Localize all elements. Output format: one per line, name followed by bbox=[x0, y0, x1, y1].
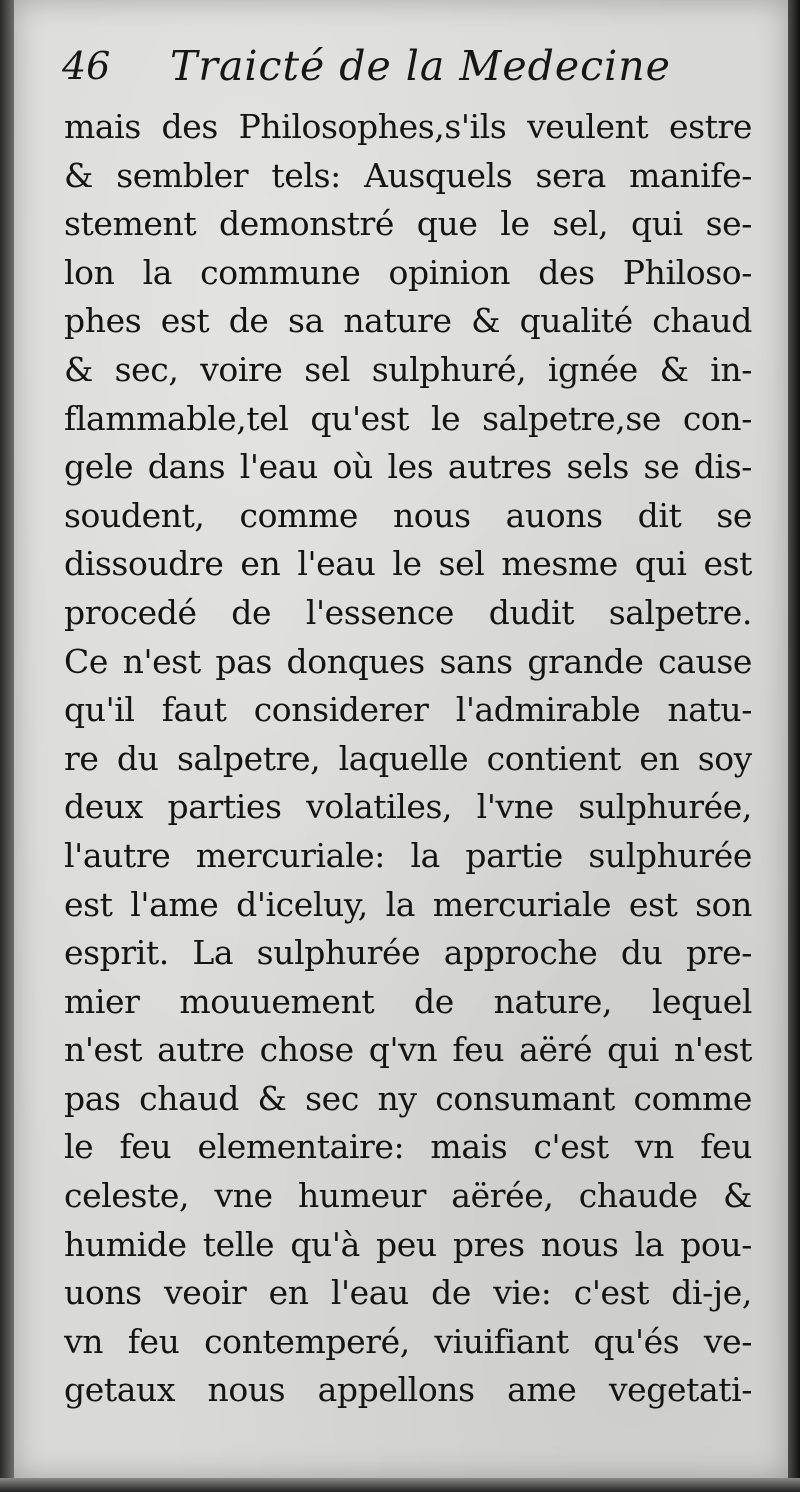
text-line: humide telle qu'à peu pres nous la pou- bbox=[64, 1224, 752, 1264]
text-line: procedé de l'essence dudit salpetre. bbox=[64, 592, 752, 632]
text-line: mais des Philosophes,s'ils veulent estre bbox=[64, 107, 752, 146]
text-line: mier mouuement de nature, lequel bbox=[64, 981, 752, 1021]
text-line: deux parties volatiles, l'vne sulphurée, bbox=[64, 787, 752, 827]
text-line: Ce n'est pas donques sans grande cause bbox=[64, 641, 752, 681]
running-title: Traicté de la Medecine bbox=[170, 42, 671, 90]
book-gutter-shadow bbox=[0, 0, 14, 1492]
text-line: flammable,tel qu'est le salpetre,se con- bbox=[64, 398, 752, 438]
text-line: getaux nous appellons ame vegetati- bbox=[64, 1370, 752, 1410]
page-edge-bottom bbox=[0, 1478, 800, 1492]
text-line: l'autre mercuriale: la partie sulphurée bbox=[64, 835, 752, 875]
text-line: esprit. La sulphurée approche du pre- bbox=[64, 933, 752, 973]
text-line: & sembler tels: Ausquels sera manife- bbox=[64, 155, 752, 195]
text-line: dissoudre en l'eau le sel mesme qui est bbox=[64, 544, 752, 584]
text-line: gele dans l'eau où les autres sels se dis- bbox=[64, 447, 752, 487]
text-line: stement demonstré que le sel, qui se- bbox=[64, 204, 752, 244]
text-line: phes est de sa nature & qualité chaud bbox=[64, 301, 752, 341]
text-line: n'est autre chose q'vn feu aëré qui n'est bbox=[64, 1030, 752, 1070]
text-line: soudent, comme nous auons dit se bbox=[64, 495, 752, 535]
text-line: re du salpetre, laquelle contient en soy bbox=[64, 738, 752, 778]
body-text bbox=[64, 103, 752, 1415]
text-line: uons veoir en l'eau de vie: c'est di-je, bbox=[64, 1273, 752, 1313]
page-number: 46 bbox=[62, 44, 111, 88]
text-line: & sec, voire sel sulphuré, ignée & in- bbox=[64, 349, 752, 389]
text-line: pas chaud & sec ny consumant comme bbox=[64, 1078, 752, 1118]
text-line: lon la commune opinion des Philoso- bbox=[64, 252, 752, 292]
text-line: est l'ame d'iceluy, la mercuriale est son bbox=[64, 884, 752, 924]
text-line: vn feu contemperé, viuifiant qu'és ve- bbox=[64, 1321, 752, 1361]
text-line: celeste, vne humeur aërée, chaude & bbox=[64, 1176, 752, 1216]
text-line: le feu elementaire: mais c'est vn feu bbox=[64, 1127, 752, 1167]
page-edge-right bbox=[788, 0, 800, 1492]
page-header bbox=[62, 38, 762, 100]
text-line: qu'il faut considerer l'admirable natu- bbox=[64, 690, 752, 730]
